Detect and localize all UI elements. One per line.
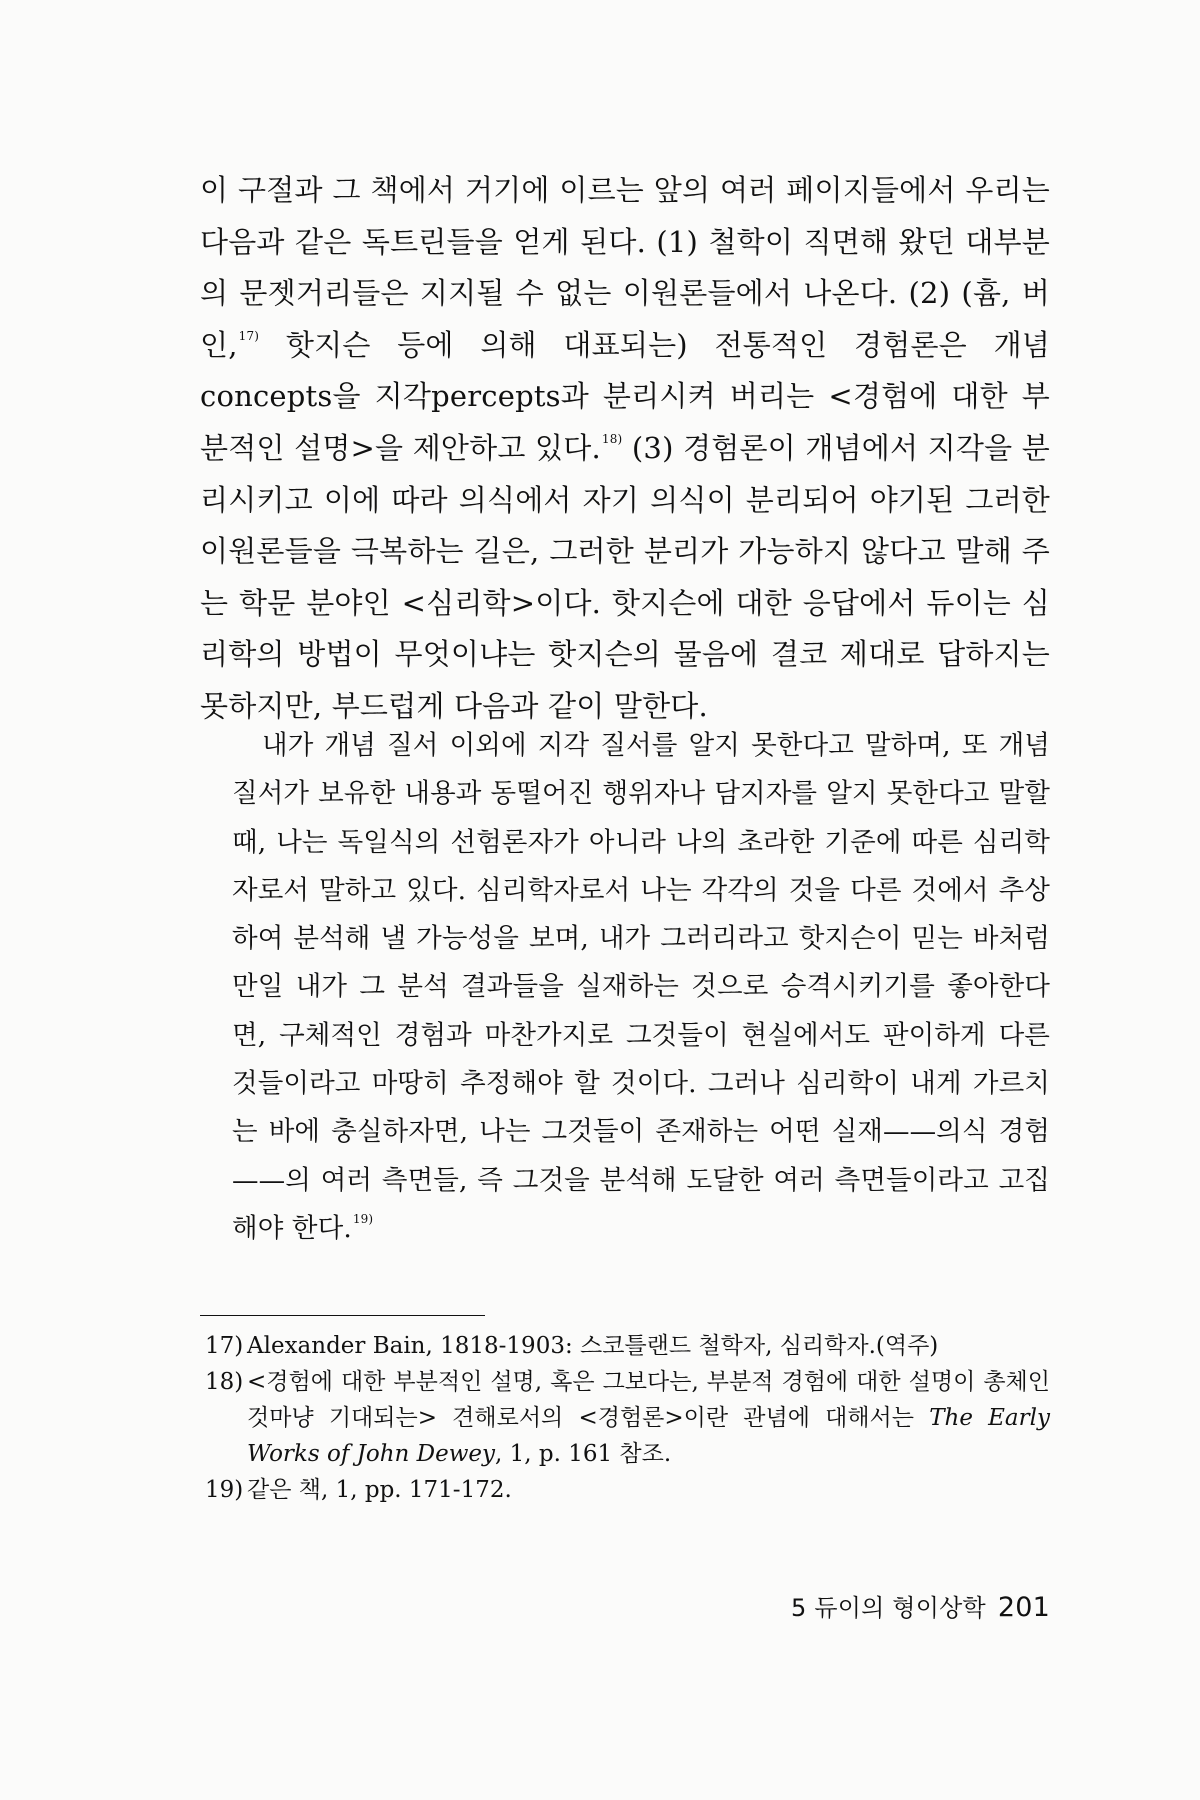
footnote-divider [200, 1315, 485, 1316]
footnote-ref-18: 18) [601, 432, 623, 447]
footnote-17 [205, 1328, 1050, 1364]
book-title: The Early Works of John Dewey [247, 1405, 1050, 1467]
footnote-ref-17: 17) [238, 329, 260, 344]
main-paragraph [200, 165, 1050, 733]
block-quote [232, 722, 1050, 1253]
footnote-ref-19: 19) [352, 1212, 374, 1227]
block-quote-text: 내가 개념 질서 이외에 지각 질서를 알지 못한다고 말하며, 또 개념 질서가 보유한 내용과 동떨어진 행위자나 담지자를 알지 못한다고 말할 때, 나는 독일식의 선험론자가 아니라 나의 초라한 기준에 따른 심리학자로서 말하고 있다. 심리학자로서 나는 각각의 것을 다른 것에서 추상하여 분석해 낼 가능성을 보며, 내가 그러리라고 핫지슨이 믿는 바처럼 만일 내가 그 분석 결과들을 실재하는 것으로 승격시키기를 좋아한다면, 구체적인 경험과 마찬가지로 그것들이 현실에서도 판이하게 다른 것들이라고 마땅히 추정해야 할 것이다. 그러나 심리학이 내게 가르치는 바에 충실하자면, 나는 그것들이 존재하는 어떤 실재——의식 경험——의 여러 측면들, 즉 그것을 분석해 도달한 여러 측면들이라고 고집해야 한다. [232, 730, 1050, 1244]
footnote-text-before: <경험에 대한 부분적인 설명, 혹은 그보다는, 부분적 경험에 대한 설명이 총체인 것마냥 기대되는> 견해로서의 <경험론>이란 관념에 대해서는 [247, 1369, 1050, 1431]
footnote-number: 19) [205, 1477, 244, 1503]
footnote-18 [205, 1364, 1050, 1472]
footnote-19 [205, 1472, 1050, 1508]
chapter-title: 5 듀이의 형이상학 [791, 1594, 986, 1622]
page-footer [791, 1588, 1050, 1623]
footnotes-list [205, 1328, 1050, 1508]
footnote-number: 18) [205, 1369, 244, 1395]
footnote-text-after: , 1, p. 161 참조. [495, 1441, 672, 1467]
footnote-text: Alexander Bain, 1818-1903: 스코틀랜드 철학자, 심리학자.(역주) [247, 1333, 939, 1359]
page-number: 201 [997, 1592, 1050, 1623]
main-paragraph-part1: 이 구절과 그 책에서 거기에 이르는 앞의 여러 페이지들에서 우리는 다음과 같은 독트린들을 얻게 된다. (1) 철학이 직면해 왔던 대부분의 문젯거리들은 지지될 수 없는 이원론들에서 나온다. (2) (흄, 버인, [200, 173, 1050, 362]
main-paragraph-part3: (3) 경험론이 개념에서 지각을 분리시키고 이에 따라 의식에서 자기 의식이 분리되어 야기된 그러한 이원론들을 극복하는 길은, 그러한 분리가 가능하지 않다고 말해 주는 학문 분야인 <심리학>이다. 핫지슨에 대한 응답에서 듀이는 심리학의 방법이 무엇이냐는 핫지슨의 물음에 결코 제대로 답하지는 못하지만, 부드럽게 다음과 같이 말한다. [200, 430, 1050, 723]
footnote-number: 17) [205, 1333, 244, 1359]
main-paragraph-part2: 핫지슨 등에 의해 대표되는) 전통적인 경험론은 개념concepts을 지각percepts과 분리시켜 버리는 <경험에 대한 부분적인 설명>을 제안하고 있다. [200, 327, 1050, 465]
footnote-text: 같은 책, 1, pp. 171-172. [247, 1477, 512, 1503]
